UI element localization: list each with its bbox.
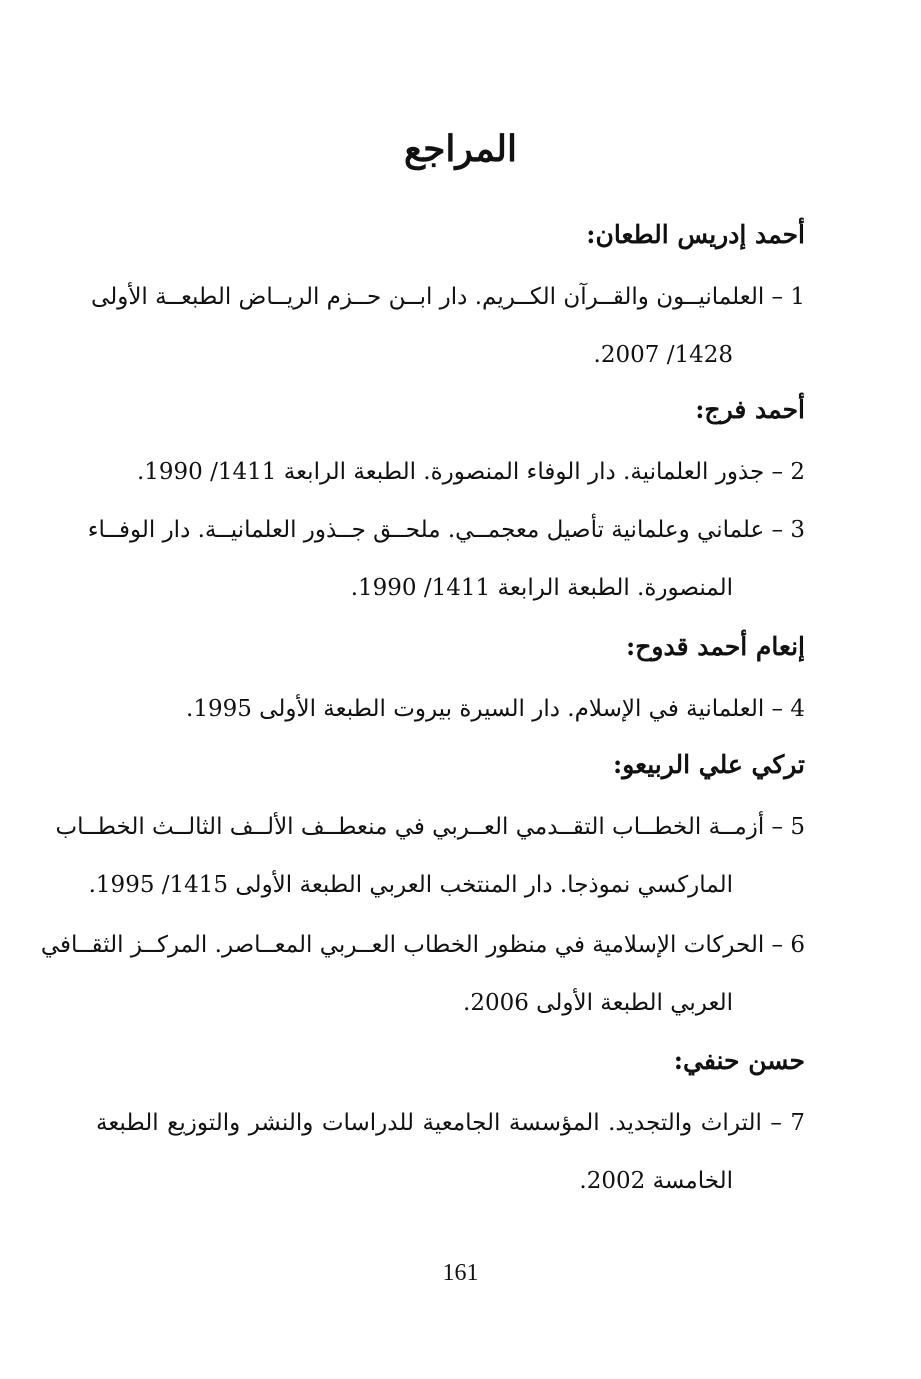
reference-number: 1 [790, 284, 805, 310]
page-number: 161 [442, 1260, 479, 1286]
author-heading: تركي علي الربيعو: [613, 750, 805, 779]
page-title: المراجع [403, 128, 518, 170]
reference-text: التراث والتجديد. المؤسسة الجامعية للدراسات والنشر والتوزيع الطبعة [96, 1110, 762, 1136]
reference-entry [96, 680, 805, 738]
author-heading: أحمد فرج: [695, 395, 805, 424]
reference-entry [96, 1094, 805, 1210]
reference-line: 3 – علماني وعلمانية تأصيل معجمــي. ملحــق جــذور العلمانيــة. دار الوفــاء [87, 517, 805, 543]
author-heading: حسن حنفي: [673, 1046, 805, 1075]
reference-text: جذور العلمانية. دار الوفاء المنصورة. الطبعة الرابعة 1411/ 1990. [136, 459, 765, 485]
reference-entry [40, 916, 805, 1032]
reference-text: العلمانية في الإسلام. دار السيرة بيروت الطبعة الأولى 1995. [186, 696, 765, 722]
reference-continuation: الخامسة 2002. [579, 1168, 733, 1194]
reference-text: أزمــة الخطــاب التقــدمي العــربي في منعطــف الألــف الثالــث الخطــاب [55, 814, 765, 840]
reference-number: 4 [790, 696, 805, 722]
reference-continuation: الماركسي نموذجا. دار المنتخب العربي الطبعة الأولى 1415/ 1995. [88, 872, 733, 898]
reference-number: 7 [790, 1110, 806, 1136]
reference-line: 6 – الحركات الإسلامية في منظور الخطاب العــربي المعــاصر. المركــز الثقــافي [40, 932, 805, 958]
reference-line: 1 – العلمانيــون والقــرآن الكــريم. دار ابــن حــزم الريــاض الطبعــة الأولى [91, 284, 805, 310]
reference-continuation: العربي الطبعة الأولى 2006. [463, 990, 733, 1016]
reference-text: علماني وعلمانية تأصيل معجمــي. ملحــق جــذور العلمانيــة. دار الوفــاء [87, 517, 765, 543]
reference-entry [55, 798, 805, 914]
author-heading: أحمد إدريس الطعان: [586, 220, 805, 249]
reference-line: 2 – جذور العلمانية. دار الوفاء المنصورة. الطبعة الرابعة 1411/ 1990. [136, 459, 805, 485]
reference-number: 2 [790, 459, 805, 485]
reference-text: العلمانيــون والقــرآن الكــريم. دار ابــن حــزم الريــاض الطبعــة الأولى [91, 284, 765, 310]
reference-number: 5 [790, 814, 805, 840]
reference-continuation: 1428/ 2007. [593, 342, 733, 368]
reference-entry [91, 268, 805, 384]
author-heading: إنعام أحمد قدوح: [626, 632, 805, 661]
reference-line: 4 – العلمانية في الإسلام. دار السيرة بيروت الطبعة الأولى 1995. [186, 696, 805, 722]
reference-entry [87, 501, 805, 617]
reference-line: 7 – التراث والتجديد. المؤسسة الجامعية للدراسات والنشر والتوزيع الطبعة [96, 1110, 806, 1136]
reference-entry [96, 443, 805, 501]
reference-continuation: المنصورة. الطبعة الرابعة 1411/ 1990. [350, 575, 733, 601]
reference-line: 5 – أزمــة الخطــاب التقــدمي العــربي في منعطــف الألــف الثالــث الخطــاب [55, 814, 805, 840]
reference-number: 6 [790, 932, 805, 958]
reference-number: 3 [790, 517, 805, 543]
reference-text: الحركات الإسلامية في منظور الخطاب العــربي المعــاصر. المركــز الثقــافي [40, 932, 765, 958]
